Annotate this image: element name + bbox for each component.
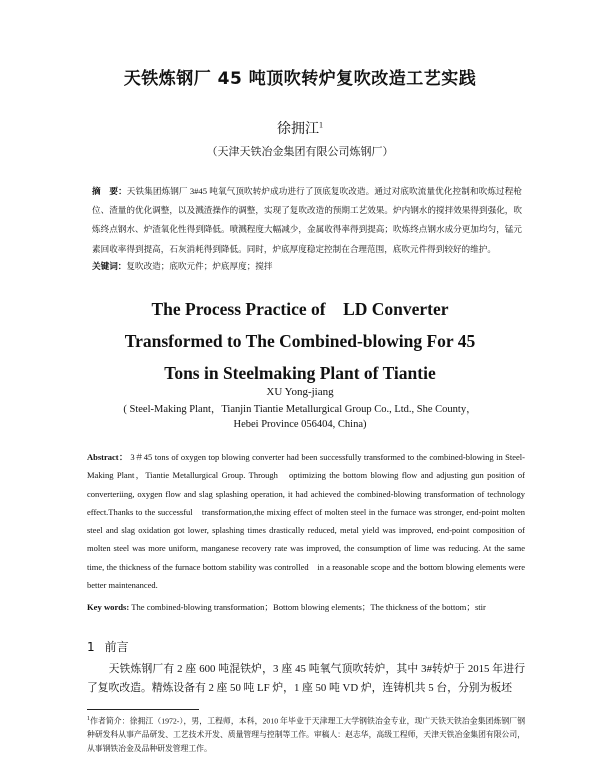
english-author: XU Yong-jiang <box>266 386 334 398</box>
chinese-author-name: 徐拥江 <box>277 122 319 137</box>
english-affiliation-line: ( Steel-Making Plant，Tianjin Tiantie Metallurgical Group Co., Ltd., She County， <box>123 404 477 415</box>
english-abstract-label: Abstract： <box>87 452 128 462</box>
english-affiliation <box>0 402 600 432</box>
author-footnote-marker: 1 <box>319 120 323 130</box>
english-title-line: Tons in Steelmaking Plant of Tiantie <box>164 363 436 383</box>
footnote-text: 作者简介：徐拥江（1972-），男，工程师，本科，2010 年毕业于天津理工大学钢铁冶金专业，现广天铁天铁冶金集团炼钢厂钢种研发科从事产品研发、工艺技术开发、质量管理与控制等工作。审稿人：赵志华，高级工程师，天津天铁冶金集团有限公司，从事钢铁冶金及品种研发管理工作。 <box>87 716 525 753</box>
chinese-affiliation: （天津天铁冶金集团有限公司炼钢厂） <box>206 146 394 158</box>
chinese-title: 天铁炼钢厂 45 吨顶吹转炉复吹改造工艺实践 <box>123 69 477 89</box>
section-title: 前言 <box>104 640 129 654</box>
english-keywords-label: Key words: <box>87 602 130 612</box>
chinese-abstract-text: 天铁集团炼钢厂 3#45 吨氧气顶吹转炉成功进行了顶底复吹改造。通过对底吹流量优化控制和吹炼过程枪位、渣量的优化调整，以及溅渣操作的调整，实现了复吹改造的预期工艺效果。炉内钢水的搅拌效果得到强化，吹炼终点钢水、炉渣氧化性得到降低。喷溅程度大幅减少，金属收得率得到提高；吹炼终点钢水成分更加均匀，锰元素回收率得到提高，石灰消耗得到降低。同时，炉底厚度稳定控制在合理范围，底吹元件得到较好的维护。 <box>92 186 522 254</box>
english-abstract-text: 3＃45 tons of oxygen top blowing converter had been successfully transformed to the combined-blowing in Steel-Making Plant，Tiantie Metallurgical Group. Through optimizing the bottom blowing flow and adjusting gun position of converteriing, oxygen flow and slag splashing operation, it had achieved the combined-blowing transformation of technology effect.Thanks to the successful transformation,the mixing effect of molten steel in the furnace was stronger, end-point molten steel and slag oxidation got lower, splashing times drastically reduced, metal yield was improved, end-point composition of molten steel was more uniform, manganese recovery rate was improved, the consumption of lime was reducing. At the same time, the thickness of the furnace bottom stability was controlled in a reasonable scope and the bottom blowing elements were better maintenanced. <box>87 452 534 591</box>
footnote-marker: 1 <box>87 716 90 722</box>
english-title-line: Transformed to The Combined-blowing For 45 <box>124 331 476 351</box>
english-abstract <box>87 448 534 594</box>
english-affiliation-line: Hebei Province 056404, China) <box>233 419 367 430</box>
footnote <box>87 713 525 755</box>
section-number: 1 <box>87 640 95 654</box>
english-title <box>0 293 600 389</box>
chinese-abstract <box>92 182 522 259</box>
chinese-abstract-label: 摘 要： <box>92 186 127 196</box>
english-keywords-text: The combined-blowing transformation；Bottom blowing elements；The thickness of the bottom；stir <box>131 602 486 612</box>
footnote-divider <box>87 709 199 710</box>
body-paragraph: 天铁炼钢厂有 2 座 600 吨混铁炉，3 座 45 吨氧气顶吹转炉，其中 3#转炉于 2015 年进行了复吹改造。精炼设备有 2 座 50 吨 LF 炉，1 座 50 吨 VD 炉，连铸机共 5 台，分别为板坯 <box>87 663 525 694</box>
chinese-keywords <box>92 260 522 272</box>
chinese-keywords-text: 复吹改造；底吹元件；炉底厚度；搅拌 <box>126 261 273 271</box>
chinese-author <box>0 118 600 138</box>
section-heading <box>87 638 129 655</box>
english-keywords <box>87 601 525 613</box>
chinese-keywords-label: 关键词： <box>92 261 127 271</box>
english-title-line: The Process Practice of LD Converter <box>151 299 449 319</box>
